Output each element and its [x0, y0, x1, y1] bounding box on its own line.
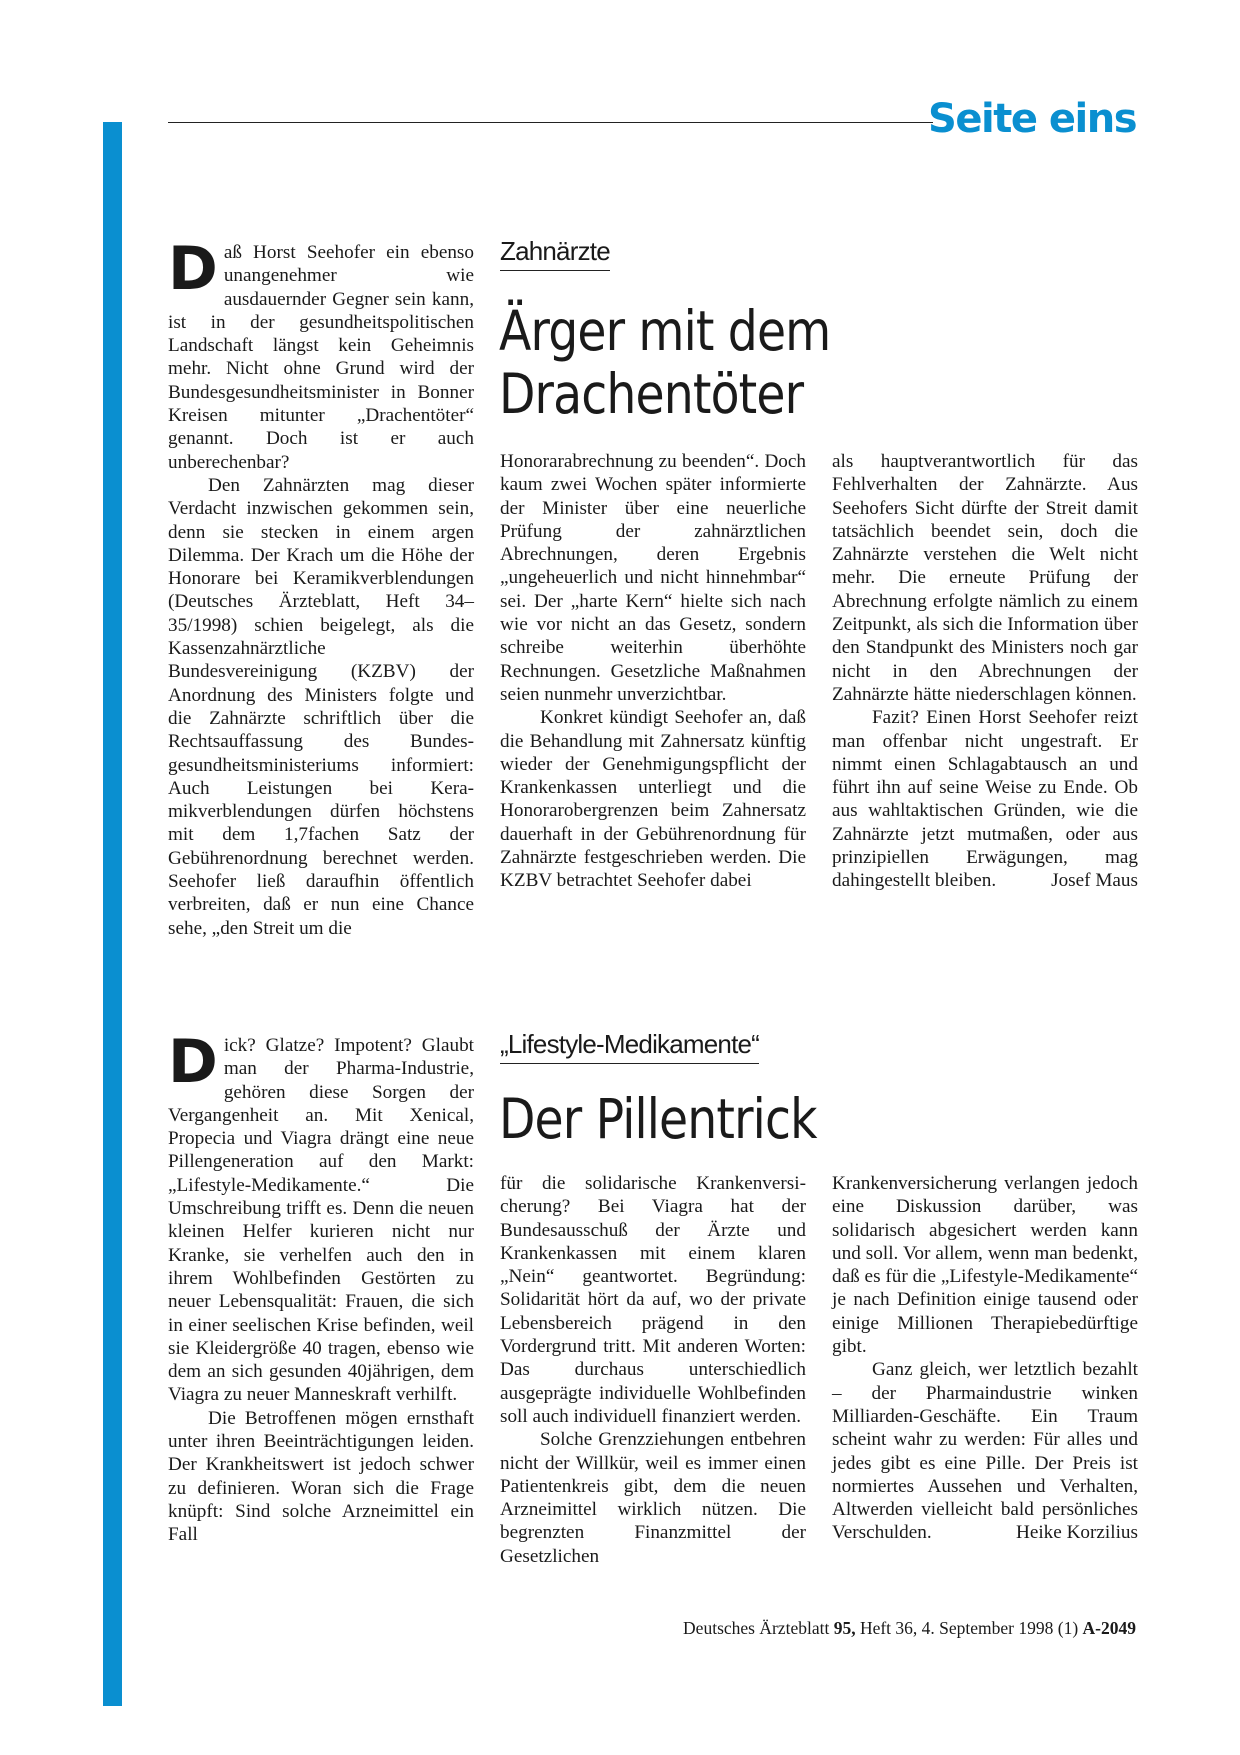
footer-volume: 95, — [833, 1618, 856, 1638]
section-title: Seite eins — [928, 96, 1136, 142]
article2-col2-paragraph-2: Solche Grenzziehungen entbehren nicht der Willkür, weil es immer einen Patientenkreis gibt, dem die neuen Arzneimittel wirklich nützen. Die begrenzten Finanzmittel der Gesetzlichen — [500, 1429, 806, 1567]
article2-col3-paragraph-1: Krankenversicherung verlangen jedoch eine Diskussion darüber, was solidarisch abgesichert werden kann und soll. Vor allem, wenn man bedenkt, daß es für die „Lifestyle-Medikamente“ je nach Definition einige tausend oder einige Millionen Therapiebedürftige gibt. — [832, 1173, 1138, 1358]
article1-headline: Ärger mit dem Drachentöter — [499, 299, 831, 426]
article1-col2-paragraph-1: Honorarabrechnung zu beenden“. Doch kaum zwei Wochen später informierte der Minister über eine neuerliche Prüfung der zahnärztlichen Abrechnungen, deren Ergebnis „ungeheuerlich und nicht hinnehmbar“ sei. Der „harte Kern“ hielte sich nach wie vor nicht an das Gesetz, sondern schreibe weiterhin überhöhte Rechnungen. Gesetzliche Maßnahmen seien nunmehr unverzichtbar. — [500, 451, 806, 705]
article2-column-2 — [500, 1172, 806, 1568]
article2-col1-paragraph-2: Die Betroffenen mögen ernsthaft unter ihren Beeinträchtigungen leiden. Der Krankheitswert ist jedoch schwer zu definieren. Woran sich die Frage knüpft: Sind solche Arzneimittel ein Fall — [168, 1407, 474, 1546]
article2-col3-paragraph-2: Ganz gleich, wer letztlich bezahlt – der Pharmaindustrie winken Milliarden-Geschäfte. Ein Traum scheint wahr zu werden: Für alles und jedes gibt es eine Pille. Der Preis ist normiertes Aussehen und Verhalten, Altwerden vielleicht bald persönliches Verschulden. Heike Korzilius — [832, 1359, 1138, 1544]
article2-author: Heike Korzilius — [1015, 1522, 1138, 1544]
article1-dropcap: D — [168, 234, 218, 304]
article1-col1-paragraph-1: Daß Horst Seehofer ein ebenso unangenehmer wie ausdauernder Gegner sein kann, ist in der gesundheitspolitischen Landschaft längst kein Geheimnis mehr. Nicht ohne Grund wird der Bundesgesundheitsminister in Bonner Kreisen mitunter „Drachentöter“ genannt. Doch ist er auch unberechenbar? — [168, 234, 474, 473]
article2-col2-paragraph-1: für die solidarische Krankenversicherung? Bei Viagra hat der Bundesausschuß der Ärzte und Krankenkassen mit einem klaren „Nein“ geantwortet. Begründung: Solidarität hört da auf, wo der private Lebensbereich prägend in den Vordergrund tritt. Mit anderen Worten: Das durchaus unterschiedlich ausgeprägte individuelle Wohlbefinden soll auch individuell finanziert werden. — [500, 1173, 806, 1427]
footer-journal: Deutsches Ärzteblatt — [683, 1618, 830, 1638]
article1-column-1 — [168, 234, 474, 940]
article1-col2-paragraph-2: Konkret kündigt Seehofer an, daß die Behandlung mit Zahnersatz künftig wieder der Genehmigungspflicht der Krankenkassen unterliegt und die Honorarobergrenzen beim Zahnersatz dauerhaft in der Gebührenordnung für Zahnärzte festgeschrieben werden. Die KZBV betrachtet Seehofer dabei — [500, 707, 806, 892]
header-rule — [168, 122, 933, 123]
article2-kicker: „Lifestyle-Medikamente“ — [500, 1029, 759, 1064]
article1-col3-paragraph-1: als hauptverantwortlich für das Fehlverhalten der Zahnärzte. Aus Seehofers Sicht dürfte der Streit damit tatsächlich beendet sein, doch die Zahnärzte verstehen die Welt nicht mehr. Die erneute Prüfung der Abrechnung erfolgte nämlich zu einem Zeitpunkt, als sich die Information über den Standpunkt des Ministers noch gar nicht in den Abrechnungen der Zahnärzte hätte niederschlagen können. — [832, 451, 1138, 705]
article1-author: Josef Maus — [1051, 870, 1138, 892]
footer-page-number: A-2049 — [1082, 1618, 1136, 1638]
article1-col1-paragraph-2: Den Zahnärzten mag dieser Verdacht inzwischen gekommen sein, denn sie stecken in einem argen Dilemma. Der Krach um die Höhe der Honorare bei Keramikverblendungen (Deutsches Ärzteblatt, Heft 34–35/1998) schien beigelegt, als die Kassenzahnärztliche Bundesvereinigung (KZBV) der Anordnung des Ministers folgte und die Zahnärzte schriftlich über die Rechtsauffassung des Bundesgesundheitsministeriums informiert: Auch Leistungen bei Keramikverblendungen dürfen höchstens mit dem 1,7fachen Satz der Gebührenordnung berechnet werden. Seehofer ließ daraufhin öffentlich verbreiten, daß er nun eine Chance sehe, „den Streit um die — [168, 474, 474, 939]
article2-dropcap: D — [168, 1027, 218, 1097]
footer-issue: Heft 36, 4. September 1998 (1) — [859, 1618, 1079, 1638]
article1-col3-paragraph-2: Fazit? Einen Horst Seehofer reizt man offenbar nicht ungestraft. Er nimmt einen Schlagabtausch an und führt ihn auf seine Weise zu Ende. Ob aus wahltaktischen Gründen, wie die Zahnärzte jetzt mutmaßen, oder aus prinzipiellen Erwägungen, mag dahingestellt bleiben. Josef Maus — [832, 707, 1138, 892]
article1-column-3 — [832, 450, 1138, 893]
blue-margin-bar — [103, 122, 122, 1706]
page-footer — [683, 1618, 1136, 1639]
article2-col1-paragraph-1: Dick? Glatze? Impotent? Glaubt man der Pharma-Industrie, gehören diese Sorgen der Vergangenheit an. Mit Xenical, Propecia und Viagra drängt eine neue Pillengeneration auf den Markt: „Lifestyle-Medikamente.“ Die Umschreibung trifft es. Denn die neuen kleinen Helfer kurieren nicht nur Kranke, sie verhelfen auch den in ihrem Wohlbefinden Gestörten zu neuer Lebensqualität: Frauen, die sich in einer seelischen Krise befinden, weil sie Kleidergröße 40 tragen, ebenso wie dem an sich gesunden 40jährigen, dem Viagra zu neuer Manneskraft verhilft. — [168, 1027, 474, 1406]
article1-column-2 — [500, 450, 806, 893]
article1-kicker: Zahnärzte — [500, 236, 610, 271]
article2-column-1 — [168, 1027, 474, 1547]
article2-column-3 — [832, 1172, 1138, 1545]
article2-headline: Der Pillentrick — [499, 1087, 817, 1151]
